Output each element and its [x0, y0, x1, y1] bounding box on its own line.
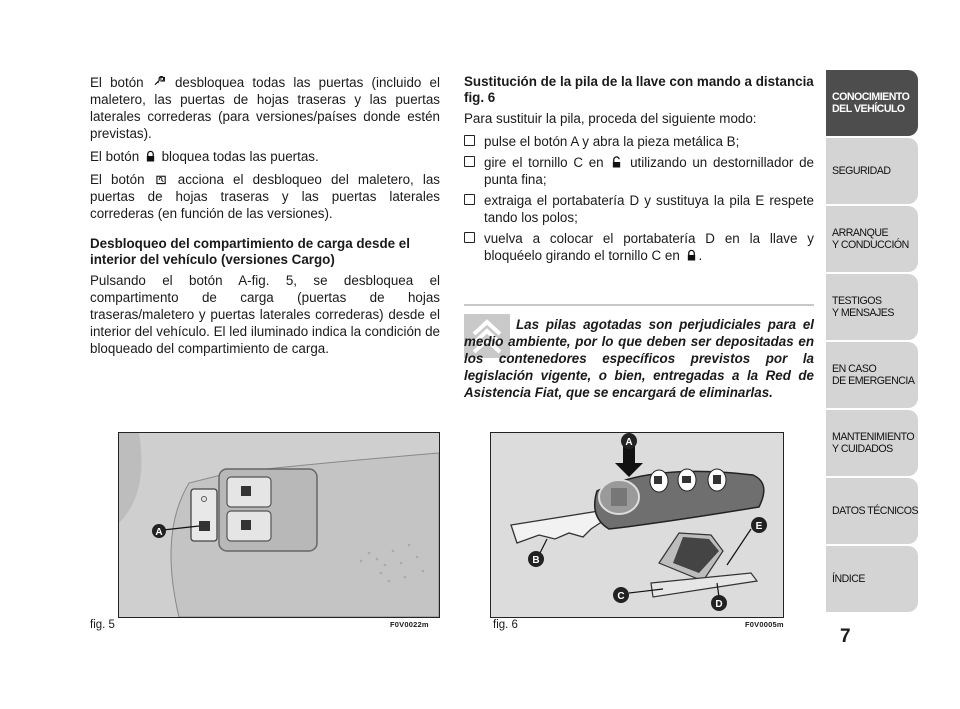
tab-label: DATOS TÉCNICOS	[832, 505, 919, 517]
checkbox-bullet-icon	[464, 135, 475, 146]
tab-label: SEGURIDAD	[832, 165, 891, 177]
trunk-open-icon	[156, 173, 167, 185]
steps-list	[464, 133, 814, 264]
figure-caption: fig. 6	[493, 619, 518, 631]
padlock-closed-icon	[145, 150, 156, 162]
text: .	[698, 248, 703, 263]
tab-label: ÍNDICE	[832, 573, 865, 585]
callout-c: C	[617, 591, 625, 602]
tab-datos-tecnicos[interactable]	[826, 478, 918, 544]
section-heading-battery: Sustitución de la pila de la llave con mando a distancia fig. 6	[464, 74, 814, 105]
tab-label: TESTIGOS Y MENSAJES	[832, 295, 894, 319]
tab-conocimiento[interactable]	[826, 70, 918, 136]
paragraph-trunk	[90, 171, 440, 222]
environment-warning: Las pilas agotadas son perjudiciales para el medio ambiente, por lo que deben ser depositadas en los contenedores específicos previstos por la legislación vigente, o bien, entregadas a la Red de Asistencia Fiat, que se encargará de eliminarlas.	[464, 317, 814, 400]
tab-label: MANTENIMIENTO Y CUIDADOS	[832, 431, 915, 455]
left-column	[90, 74, 440, 363]
unlock-key-icon	[154, 76, 165, 88]
list-item	[464, 154, 814, 188]
text: desbloquea todas las puertas (incluido el maletero, las puertas de hojas traseras y las puertas laterales correderas (para versiones/países donde estén previstas).	[90, 75, 440, 141]
tab-label: CONOCIMIENTO DEL VEHÍCULO	[832, 91, 910, 115]
figure-door-panel	[118, 432, 440, 618]
intro-paragraph: Para sustituir la pila, proceda del siguiente modo:	[464, 111, 757, 126]
list-item	[464, 133, 814, 150]
callout-a: A	[155, 527, 163, 538]
checkbox-bullet-icon	[464, 156, 475, 167]
divider	[464, 304, 814, 306]
text: extraiga el portabatería D y sustituya la pila E respete tando los polos;	[484, 193, 814, 225]
text: gire el tornillo C en	[484, 155, 604, 170]
figure-key-battery	[490, 432, 784, 618]
tab-arranque[interactable]	[826, 206, 918, 272]
text: pulse el botón A y abra la pieza metálica B;	[484, 134, 740, 149]
callout-a: A	[625, 437, 633, 448]
tab-label: EN CASO DE EMERGENCIA	[832, 363, 915, 387]
callout-b: B	[532, 555, 540, 566]
tab-indice[interactable]	[826, 546, 918, 612]
checkbox-bullet-icon	[464, 232, 475, 243]
text: bloquea todas las puertas.	[161, 149, 319, 164]
checkbox-bullet-icon	[464, 194, 475, 205]
list-item	[464, 230, 814, 264]
tab-testigos[interactable]	[826, 274, 918, 340]
page-number: 7	[840, 626, 851, 647]
text: acciona el desbloqueo del maletero, las puertas de hojas traseras y las puertas laterales correderas (en función de las versiones).	[90, 172, 440, 221]
padlock-closed-icon	[686, 249, 697, 261]
tab-mantenimiento[interactable]	[826, 410, 918, 476]
door-panel-illustration	[119, 433, 439, 617]
text: vuelva a colocar el portabatería D en la llave y bloquéelo girando el tornillo C en	[484, 231, 814, 263]
figure-code: F0V0005m	[745, 620, 784, 629]
callout-d: D	[715, 599, 723, 610]
paragraph-lock	[90, 148, 440, 165]
callout-e: E	[755, 521, 763, 532]
text: utilizando un destornillador de punta fina;	[484, 155, 814, 187]
key-illustration	[491, 433, 783, 617]
padlock-open-icon	[611, 156, 622, 168]
figure-code: F0V0022m	[390, 620, 429, 629]
tab-emergencia[interactable]	[826, 342, 918, 408]
text: El botón	[90, 149, 140, 164]
chapter-tabs	[826, 70, 918, 614]
text: El botón	[90, 172, 145, 187]
section-heading-cargo: Desbloqueo del compartimiento de carga desde el interior del vehículo (versiones Cargo)	[90, 236, 410, 267]
figure-caption: fig. 5	[90, 619, 115, 631]
paragraph-cargo: Pulsando el botón A-fig. 5, se desbloquea el compartimento de carga (puertas de hojas traseras/maletero y puertas laterales correderas) desde el interior del vehículo. El led iluminado indica la condición de bloqueado del compartimiento de carga.	[90, 273, 440, 356]
list-item	[464, 192, 814, 226]
tab-label: ARRANQUE Y CONDUCCIÓN	[832, 227, 909, 251]
tab-seguridad[interactable]	[826, 138, 918, 204]
right-column	[464, 74, 814, 268]
paragraph-unlock	[90, 74, 440, 142]
text: El botón	[90, 75, 144, 90]
